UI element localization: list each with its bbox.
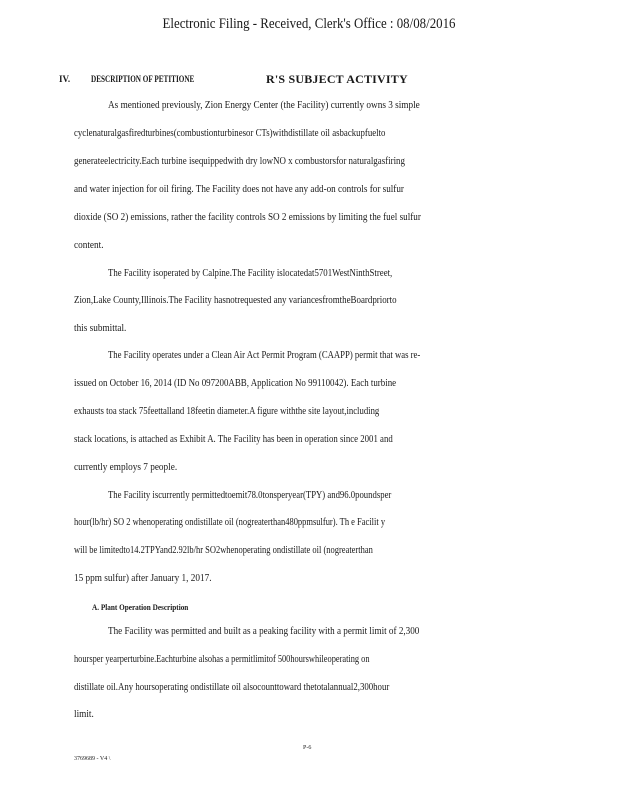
- subsection-heading: A. Plant Operation Description: [92, 602, 189, 612]
- body-line: and water injection for oil firing. The Facility does not have any add-on controls for sulfur: [74, 183, 404, 195]
- body-line: The Facility iscurrently permittedtoemit78.0tonsperyear(TPY) and96.0poundsper: [108, 489, 392, 501]
- section-title-part2: R'S SUBJECT ACTIVITY: [266, 72, 408, 86]
- body-line: limit.: [74, 708, 94, 720]
- page-number: P-6: [303, 745, 312, 751]
- document-id: 3769689 - V4 \: [74, 756, 111, 762]
- body-line: generateelectricity.Each turbine isequippedwith dry lowNO x combustorsfor naturalgasfiring: [74, 155, 405, 167]
- body-line: will be limitedto14.2TPYand2.92lb/hr SO2whenoperating ondistillate oil (nogreaterthan: [74, 544, 373, 556]
- body-line: distillate oil.Any hoursoperating ondistillate oil alsocounttoward thetotalannual2,300hour: [74, 681, 390, 693]
- filing-header: Electronic Filing - Received, Clerk's Office : 08/08/2016: [162, 16, 456, 32]
- body-line: The Facility operates under a Clean Air Act Permit Program (CAAPP) permit that was re-: [108, 349, 421, 361]
- body-line: The Facility isoperated by Calpine.The Facility islocatedat5701WestNinthStreet,: [108, 267, 393, 279]
- body-line: currently employs 7 people.: [74, 461, 178, 473]
- body-line: issued on October 16, 2014 (ID No 097200ABB, Application No 99110042). Each turbine: [74, 377, 397, 389]
- section-title-part1: DESCRIPTION OF PETITIONE: [91, 74, 195, 84]
- body-line: As mentioned previously, Zion Energy Center (the Facility) currently owns 3 simple: [108, 99, 420, 111]
- body-line: this submittal.: [74, 322, 127, 334]
- body-line: dioxide (SO 2) emissions, rather the facility controls SO 2 emissions by limiting the fuel sulfur: [74, 211, 421, 223]
- body-line: hour(lb/hr) SO 2 whenoperating ondistillate oil (nogreaterthan480ppmsulfur). Th e Facilit y: [74, 516, 386, 528]
- body-line: cyclenaturalgasfiredturbines(combustionturbinesor CTs)withdistillate oil asbackupfuelto: [74, 127, 386, 139]
- body-line: exhausts toa stack 75feettalland 18feetin diameter.A figure withthe site layout,including: [74, 405, 380, 417]
- section-number: IV.: [59, 74, 71, 84]
- body-line: 15 ppm sulfur) after January 1, 2017.: [74, 572, 212, 584]
- body-line: stack locations, is attached as Exhibit A. The Facility has been in operation since 2001 and: [74, 433, 393, 445]
- body-line: content.: [74, 239, 104, 251]
- body-line: hoursper yearperturbine.Eachturbine alsohas a permitlimitof 500hourswhileoperating on: [74, 653, 370, 665]
- body-line: The Facility was permitted and built as a peaking facility with a permit limit of 2,300: [108, 625, 420, 637]
- body-line: Zion,Lake County,Illinois.The Facility hasnotrequested any variancesfromtheBoardpriorto: [74, 294, 397, 306]
